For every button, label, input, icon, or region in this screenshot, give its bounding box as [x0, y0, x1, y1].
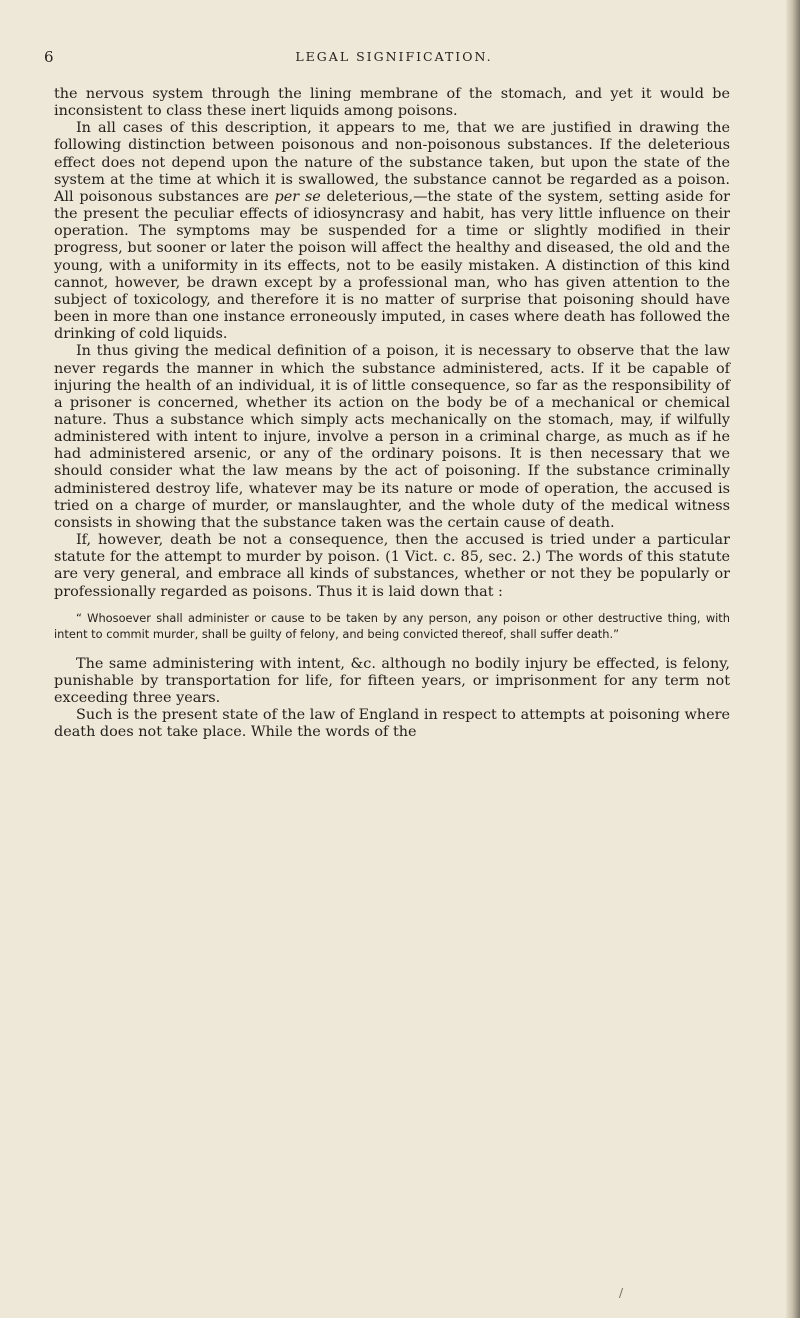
stray-mark: / [619, 1286, 624, 1300]
running-head: LEGAL SIGNIFICATION. [295, 49, 493, 64]
paragraph-6: Such is the present state of the law of England in respect to attempts at poisoning where death does not take place. While the words of the [54, 707, 730, 741]
paragraph-4: If, however, death be not a consequence, then the accused is tried under a particular statute for the attempt to murder by poison. (1 Vict. c. 85, sec. 2.) The words of this statute are very general, and embrace all kinds of substances, whether or not they be popularly or professionally regarded as poisons. Thus it is laid down that : [54, 532, 730, 600]
paragraph-1: the nervous system through the lining membrane of the stomach, and yet it would be inconsistent to class these inert liquids among poisons. [54, 86, 730, 120]
page-edge-shadow [786, 0, 800, 1318]
body-text [54, 86, 730, 741]
paragraph-2-emphasis: per se [274, 188, 321, 205]
paragraph-2 [54, 120, 730, 343]
page-number: 6 [44, 48, 54, 66]
page-header [44, 47, 744, 67]
paragraph-5: The same administering with intent, &c. although no bodily injury be effected, is felony, punishable by transportation for life, for fifteen years, or imprisonment for any term not exceeding three years. [54, 655, 730, 706]
paragraph-2-text-a: In all cases of this description, it appears to me, that we are justified in drawing the following distinction between poisonous and non-poisonous substances. If the deleterious effect does not depend upon the nature of the substance taken, but upon the state of the system at the time at which it is swallowed, the substance cannot be regarded as a poison. All poisonous substances are [54, 120, 730, 205]
paragraph-2-text-b: deleterious,—the state of the system, setting aside for the present the peculiar effects of idiosyncrasy and habit, has very little influence on their operation. The symptoms may be suspended for a time or slightly modified in their progress, but sooner or later the poison will affect the healthy and diseased, the old and the young, with a uniformity in its effects, not to be easily mistaken. A distinction of this kind cannot, however, be drawn except by a professional man, who has given attention to the subject of toxicology, and therefore it is no matter of surprise that poisoning should have been in more than one instance erroneously imputed, in cases where death has followed the drinking of cold liquids. [54, 188, 731, 343]
paragraph-3: In thus giving the medical definition of a poison, it is necessary to observe that the law never regards the manner in which the substance administered, acts. If it be capable of injuring the health of an individual, it is of little consequence, so far as the responsibility of a prisoner is concerned, whether its action on the body be of a mechanical or chemical nature. Thus a substance which simply acts mechanically on the stomach, may, if wilfully administered with intent to injure, involve a person in a criminal charge, as much as if he had administered arsenic, or any of the ordinary poisons. It is then necessary that we should consider what the law means by the act of poisoning. If the substance criminally administered destroy life, whatever may be its nature or mode of operation, the accused is tried on a charge of murder, or manslaughter, and the whole duty of the medical witness consists in showing that the substance taken was the certain cause of death. [54, 343, 730, 531]
statute-quote: “ Whosoever shall administer or cause to be taken by any person, any poison or other destructive thing, with intent to commit murder, shall be guilty of felony, and being convicted thereof, shall suffer death.” [54, 610, 730, 641]
